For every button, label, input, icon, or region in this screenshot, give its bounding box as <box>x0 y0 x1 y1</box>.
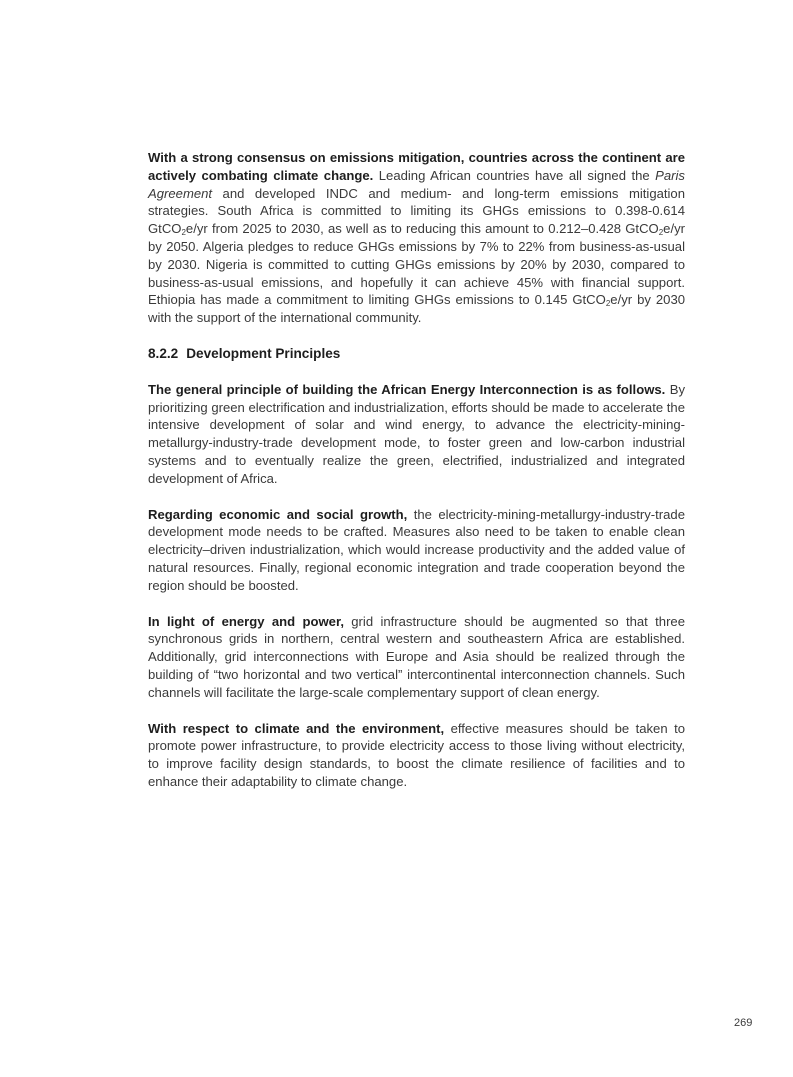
subscript: 2 <box>658 228 664 238</box>
paragraph-text: grid infrastructure should be augmented so that three synchronous grids in northern, central western and southeastern Africa are established. Additionally, grid interconnections with Europe and Asia should be realized through the building of “two horizontal and two vertical” intercontinental interconnection channels. Such channels will facilitate the large-scale complementary support of clean energy. <box>148 613 685 700</box>
paragraph-text: e/yr by 2030 with the support of the international community. <box>148 292 686 326</box>
paragraph-lead: With respect to climate and the environment, <box>148 720 445 736</box>
paragraph-economic-growth <box>148 506 685 595</box>
paragraph-text: e/yr from 2025 to 2030, as well as to reducing this amount to 0.212–0.428 GtCO <box>185 221 659 237</box>
paragraph-lead: In light of energy and power, <box>148 613 344 629</box>
paragraph-text: Leading African countries have all signed the <box>373 167 656 183</box>
paragraph-text: the electricity-mining-metallurgy-industry-trade development mode needs to be crafted. Measures also need to be taken to enable clean electricity–driven industrialization, which would increase productivity and the added value of natural resources. Finally, regional economic integration and trade cooperation beyond the region should be boosted. <box>148 506 685 593</box>
section-title: Development Principles <box>186 345 341 361</box>
paragraph-emissions-mitigation <box>148 149 685 327</box>
paragraph-lead: With a strong consensus on emissions mitigation, countries across the continent are actively combating climate change. <box>148 150 685 183</box>
subscript: 2 <box>181 228 186 238</box>
paragraph-energy-power <box>148 613 685 702</box>
paragraph-text: By prioritizing green electrification and industrialization, efforts should be made to accelerate the intensive development of solar and wind energy, to advance the electricity-mining-metallurgy-industry-trade development mode, to foster green and low-carbon industrial systems and to eventually realize the green, electrified, industrialized and integrated development of Africa. <box>148 381 686 486</box>
paragraph-climate-environment <box>148 720 685 791</box>
paragraph-text: and developed INDC and medium- and long-term emissions mitigation strategies. South Africa is committed to limiting its GHGs emissions to 0.398-0.614 GtCO <box>148 185 685 237</box>
italic-term: Paris Agreement <box>148 167 685 201</box>
paragraph-lead: Regarding economic and social growth, <box>148 506 408 522</box>
page-body <box>148 149 685 809</box>
paragraph-text: e/yr by 2050. Algeria pledges to reduce GHGs emissions by 7% to 22% from business-as-usual by 2030. Nigeria is committed to cutting GHGs emissions by 20% by 2030, compared to business-as-usual emissions, and hopefully it can achieve 45% with financial support. Ethiopia has made a commitment to limiting GHGs emissions to 0.145 GtCO <box>148 221 685 308</box>
page-number: 269 <box>734 1017 753 1029</box>
subscript: 2 <box>605 299 611 309</box>
section-number: 8.2.2 <box>148 345 179 361</box>
section-heading <box>148 345 685 363</box>
paragraph-general-principle <box>148 381 685 488</box>
paragraph-lead: The general principle of building the African Energy Interconnection is as follows. <box>148 381 666 397</box>
paragraph-text: effective measures should be taken to promote power infrastructure, to provide electricity access to those living without electricity, to improve facility design standards, to boost the climate resilience of facilities and to enhance their adaptability to climate change. <box>148 720 685 789</box>
